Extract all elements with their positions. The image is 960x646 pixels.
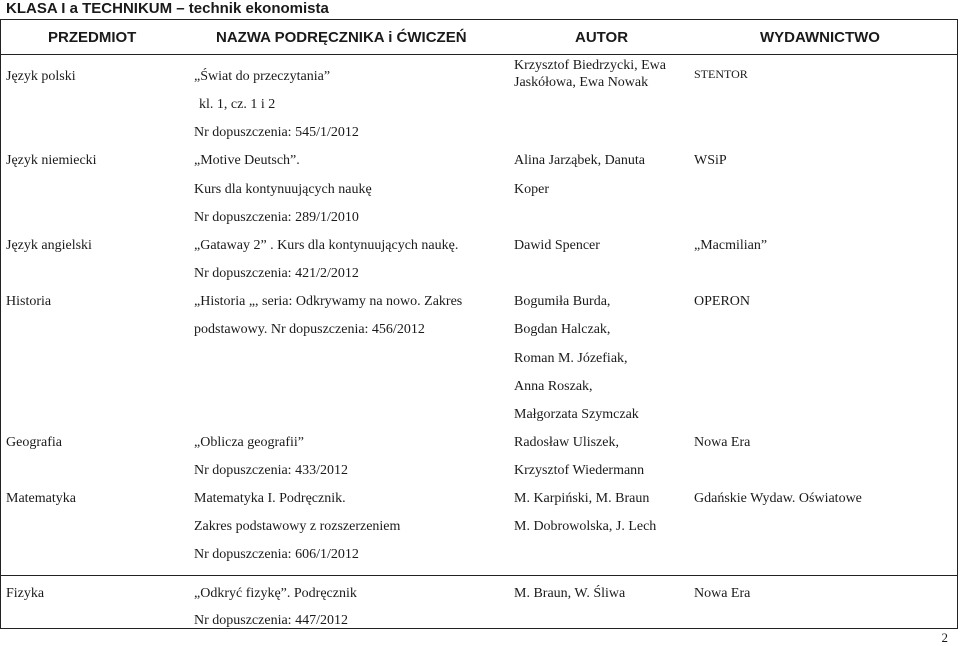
column-header-publisher: WYDAWNICTWO [760, 29, 880, 46]
author-line: Krzysztof Biedrzycki, Ewa [514, 58, 666, 73]
author-line: Jaskółowa, Ewa Nowak [514, 75, 649, 90]
publisher-cell: Gdańskie Wydaw. Oświatowe [694, 491, 862, 506]
author-line: Dawid Spencer [514, 238, 600, 253]
book-line: „Oblicza geografii” [194, 435, 304, 450]
publisher-cell: Nowa Era [694, 586, 751, 601]
column-header-author: AUTOR [575, 29, 629, 46]
book-line: Matematyka I. Podręcznik. [194, 491, 346, 506]
publisher-cell: „Macmilian” [694, 238, 768, 253]
column-header-book: NAZWA PODRĘCZNIKA i ĆWICZEŃ [216, 29, 467, 46]
author-line: Anna Roszak, [514, 379, 593, 394]
subject-cell: Język angielski [6, 238, 92, 253]
author-line: Bogumiła Burda, [514, 294, 611, 309]
book-line: „Odkryć fizykę”. Podręcznik [194, 586, 357, 601]
subject-cell: Matematyka [6, 491, 76, 506]
author-line: Małgorzata Szymczak [514, 407, 639, 422]
table-top-border [0, 19, 958, 20]
table-right-border [957, 19, 958, 629]
book-line: „Gataway 2” . Kurs dla kontynuujących naukę. [194, 238, 459, 253]
page-title: KLASA I a TECHNIKUM – technik ekonomista [6, 0, 329, 17]
table-left-border [0, 19, 1, 629]
page-number: 2 [941, 630, 948, 645]
publisher-cell: STENTOR [694, 67, 748, 81]
book-line: Nr dopuszczenia: 289/1/2010 [194, 210, 359, 225]
author-line: M. Dobrowolska, J. Lech [514, 519, 657, 534]
author-line: Alina Jarząbek, Danuta [514, 153, 645, 168]
book-line: „Historia „, seria: Odkrywamy na nowo. Zakres [194, 294, 463, 309]
book-line: Kurs dla kontynuujących naukę [194, 182, 372, 197]
author-line: Koper [514, 182, 549, 197]
book-line: kl. 1, cz. 1 i 2 [199, 97, 276, 112]
subject-cell: Język polski [6, 69, 76, 84]
subject-cell: Geografia [6, 435, 62, 450]
author-line: M. Karpiński, M. Braun [514, 491, 650, 506]
book-line: Nr dopuszczenia: 606/1/2012 [194, 547, 359, 562]
author-line: Roman M. Józefiak, [514, 351, 628, 366]
subject-cell: Fizyka [6, 586, 45, 601]
table-bottom-border [0, 628, 958, 629]
author-line: Bogdan Halczak, [514, 322, 611, 337]
author-line: Krzysztof Wiedermann [514, 463, 645, 478]
author-line: M. Braun, W. Śliwa [514, 586, 626, 601]
book-line: Nr dopuszczenia: 447/2012 [194, 613, 348, 628]
fizyka-top-border [0, 575, 958, 576]
column-header-subject: PRZEDMIOT [48, 29, 137, 46]
publisher-cell: WSiP [694, 153, 727, 168]
publisher-cell: OPERON [694, 294, 751, 309]
author-line: Radosław Uliszek, [514, 435, 619, 450]
book-line: Nr dopuszczenia: 433/2012 [194, 463, 348, 478]
book-line: Nr dopuszczenia: 545/1/2012 [194, 125, 359, 140]
book-line: „Świat do przeczytania” [194, 69, 331, 84]
book-line: podstawowy. Nr dopuszczenia: 456/2012 [194, 322, 425, 337]
book-line: Zakres podstawowy z rozszerzeniem [194, 519, 401, 534]
header-bottom-border [0, 54, 958, 55]
subject-cell: Język niemiecki [6, 153, 97, 168]
subject-cell: Historia [6, 294, 52, 309]
publisher-cell: Nowa Era [694, 435, 751, 450]
book-line: Nr dopuszczenia: 421/2/2012 [194, 266, 359, 281]
book-line: „Motive Deutsch”. [194, 153, 300, 168]
